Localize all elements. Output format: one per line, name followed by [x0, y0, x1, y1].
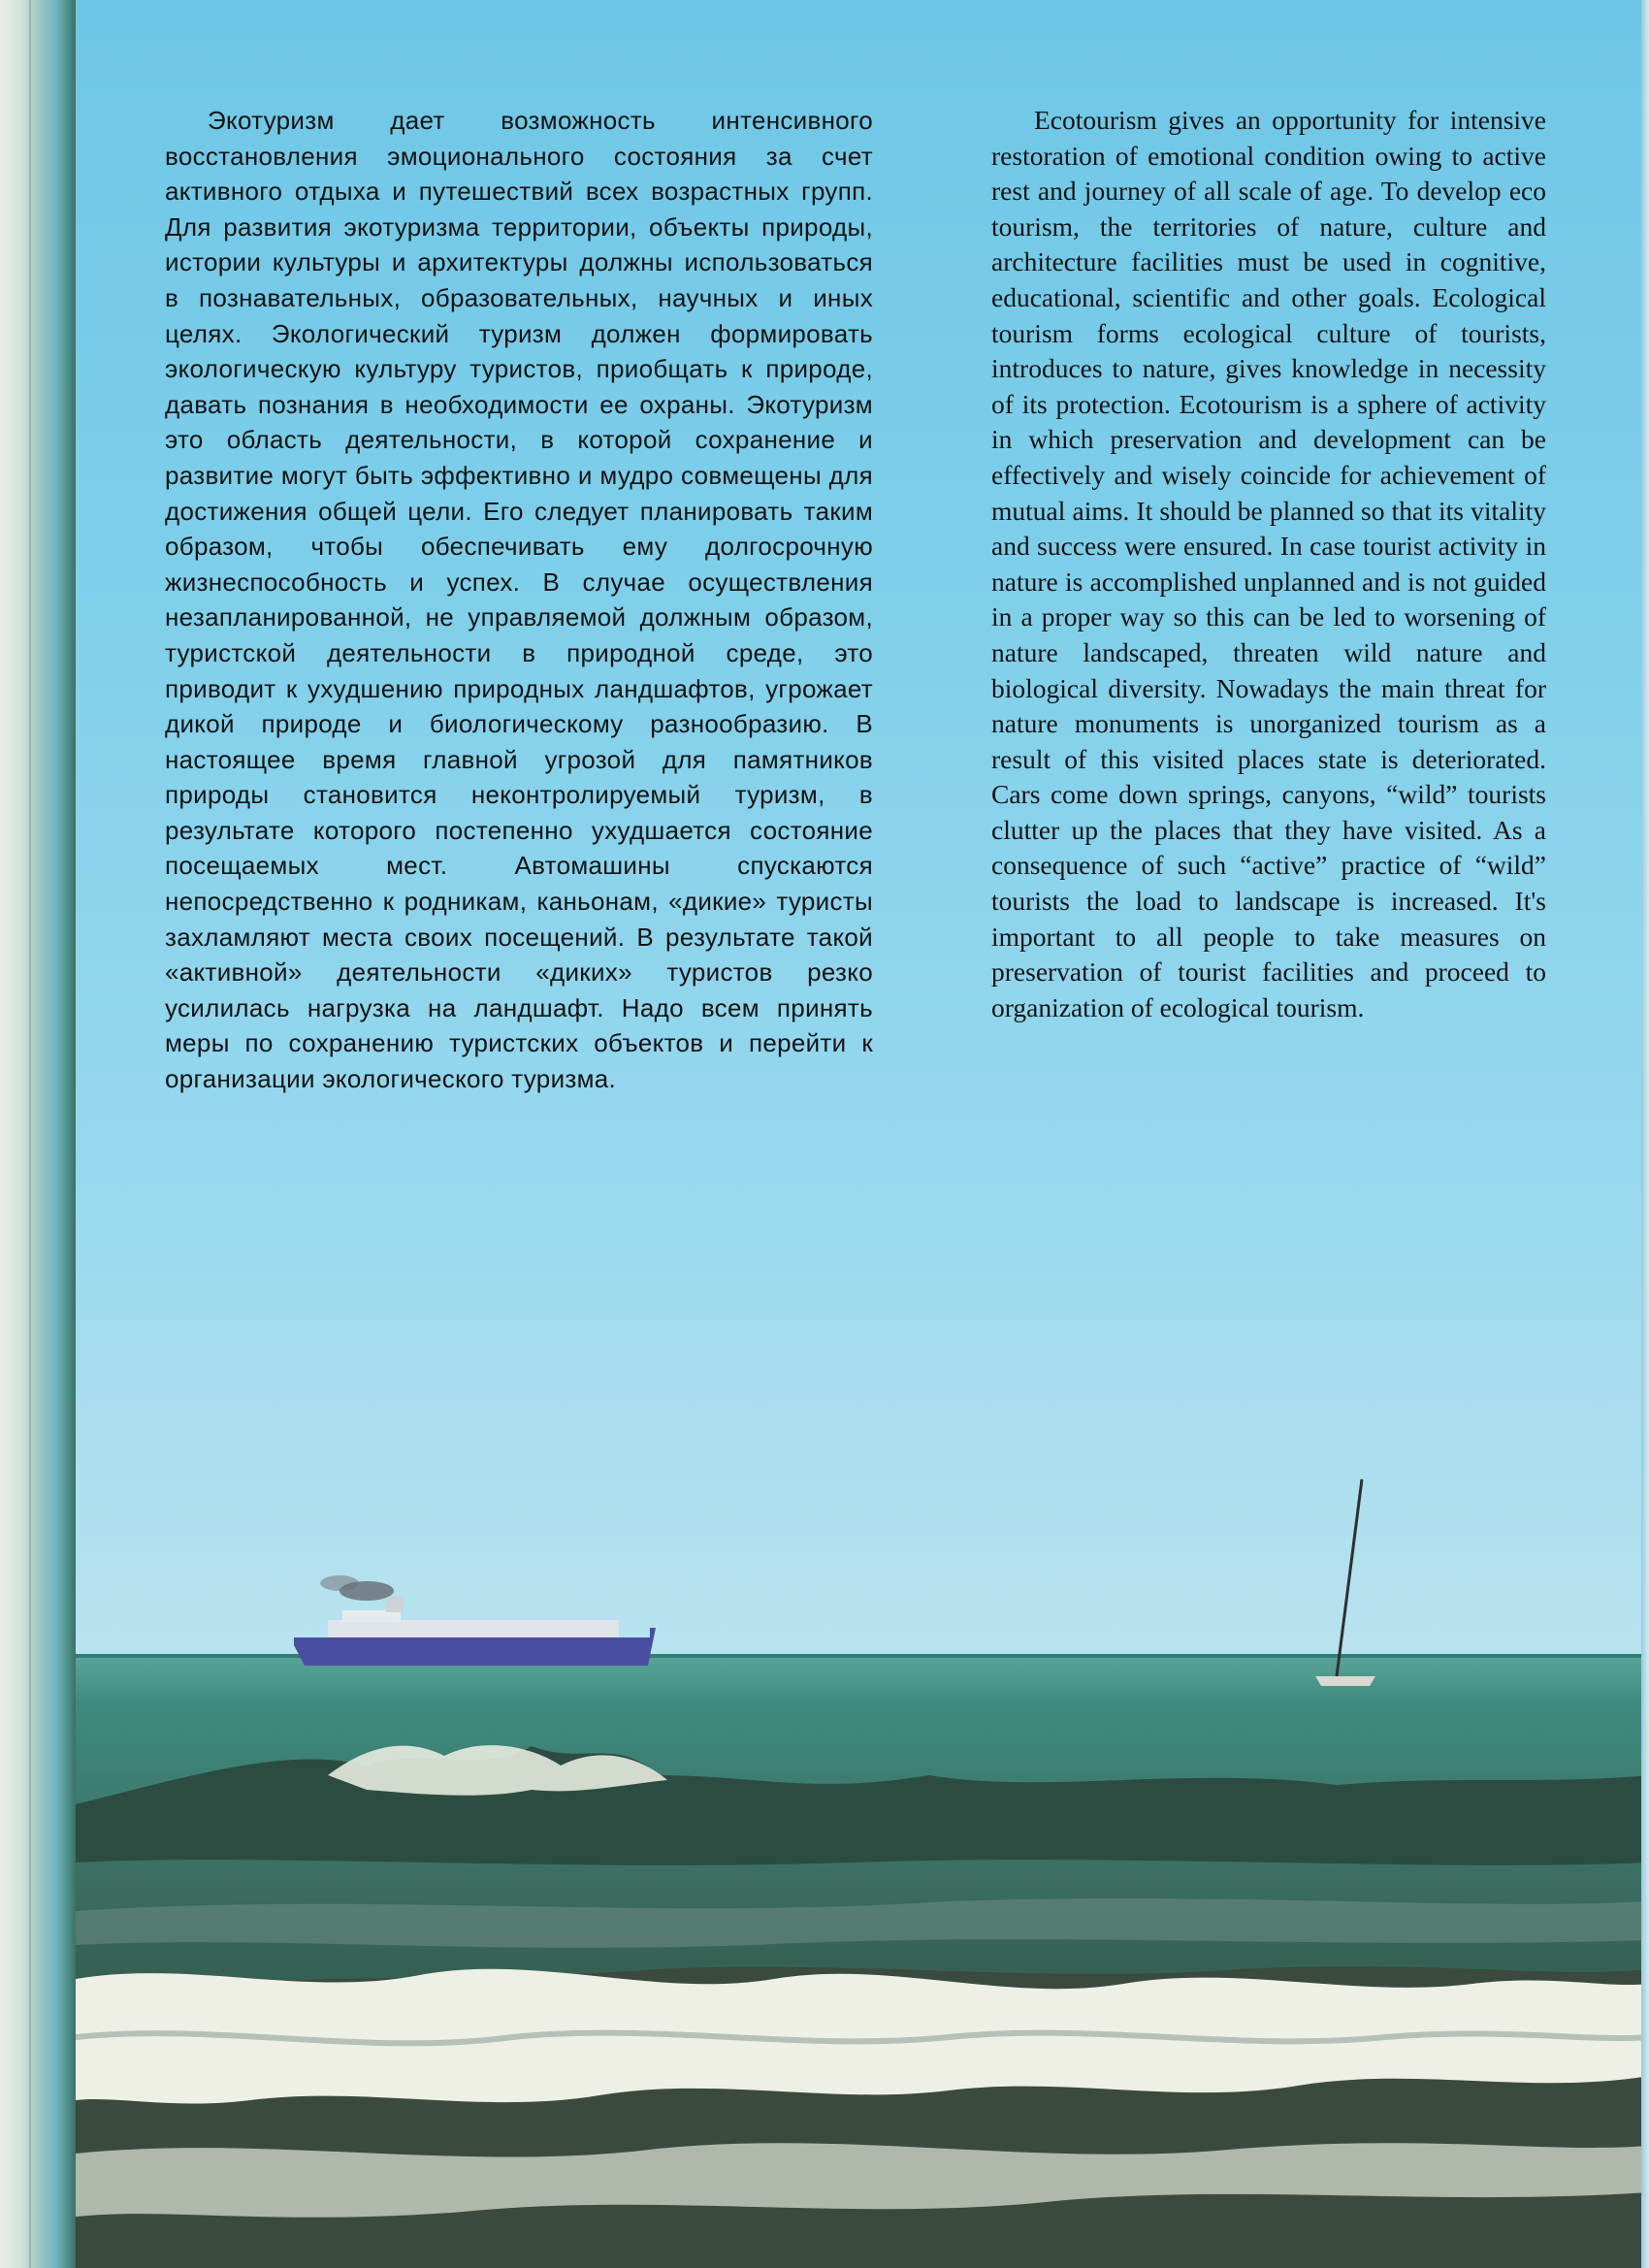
english-text-column: Ecotourism gives an opportunity for intensive restoration of emotional condition owing to active rest and journey of all scale of age. To develop eco tourism, the territories of nature, culture and architecture facilities must be used in cognitive, educational, scientific and other goals. Ecological tourism forms ecological culture of tourists, introduces to nature, gives knowledge in necessity of its protection. Ecotourism is a sphere of activity in which preservation and development can be effectively and wisely coincide for achievement of mutual aims. It should be planned so that its vitality and success were ensured. In case tourist activity in nature is accomplished unplanned and is not guided in a proper way so this can be led to worsening of nature landscaped, threaten wild nature and biological diversity. Nowadays the main threat for nature monuments is unorganized tourism as a result of this visited places state is deteriorated. Cars come down springs, canyons, “wild” tourists clutter up the places that they have visited. As a consequence of such “active” practice of “wild” tourists the load to landscape is increased. It's important to all people to take measures on preservation of tourist facilities and proceed to organization of ecological tourism.	[991, 105, 1546, 1022]
binding-edge	[0, 0, 76, 2268]
sea-photo	[76, 1455, 1649, 2268]
foam-mid-streak	[76, 1898, 1649, 1948]
russian-text-column: Экотуризм дает возможность интенсивного восстановления эмоционального состояния за счет активного отдыха и путешествий всех возрастных групп. Для развития экотуризма территории, объекты природы, истории культуры и архитектуры должны использоваться в познавательных, образовательных, научных и иных целях. Экологический туризм должен формировать экологическую культуру туристов, приобщать к природе, давать познания в необходимости ее охраны. Экотуризм это область деятельности, в которой сохранение и развитие могут быть эффективно и мудро совмещены для достижения общей цели. Его следует планировать таким образом, чтобы обеспечивать ему долгосрочную жизнеспособность и успех. В случае осуществления незапланированной, не управляемой должным образом, туристской деятельности в природной среде, это приводит к ухудшению природных ландшафтов, угрожает дикой природе и биологическому разнообразию. В настоящее время главной угрозой для памятников природы становится неконтролируемый туризм, в результате которого постепенно ухудшается состояние посещаемых мест. Автомашины спускаются непосредственно к родникам, каньонам, «дикие» туристы захламляют места своих посещений. В результате такой «активной» деятельности «диких» туристов резко усилилась нагрузка на ландшафт. Надо всем принять меры по сохранению туристских объектов и перейти к организации экологического туризма.	[165, 106, 873, 1094]
page-right-edge	[1641, 0, 1649, 2268]
ship	[294, 1575, 656, 1666]
